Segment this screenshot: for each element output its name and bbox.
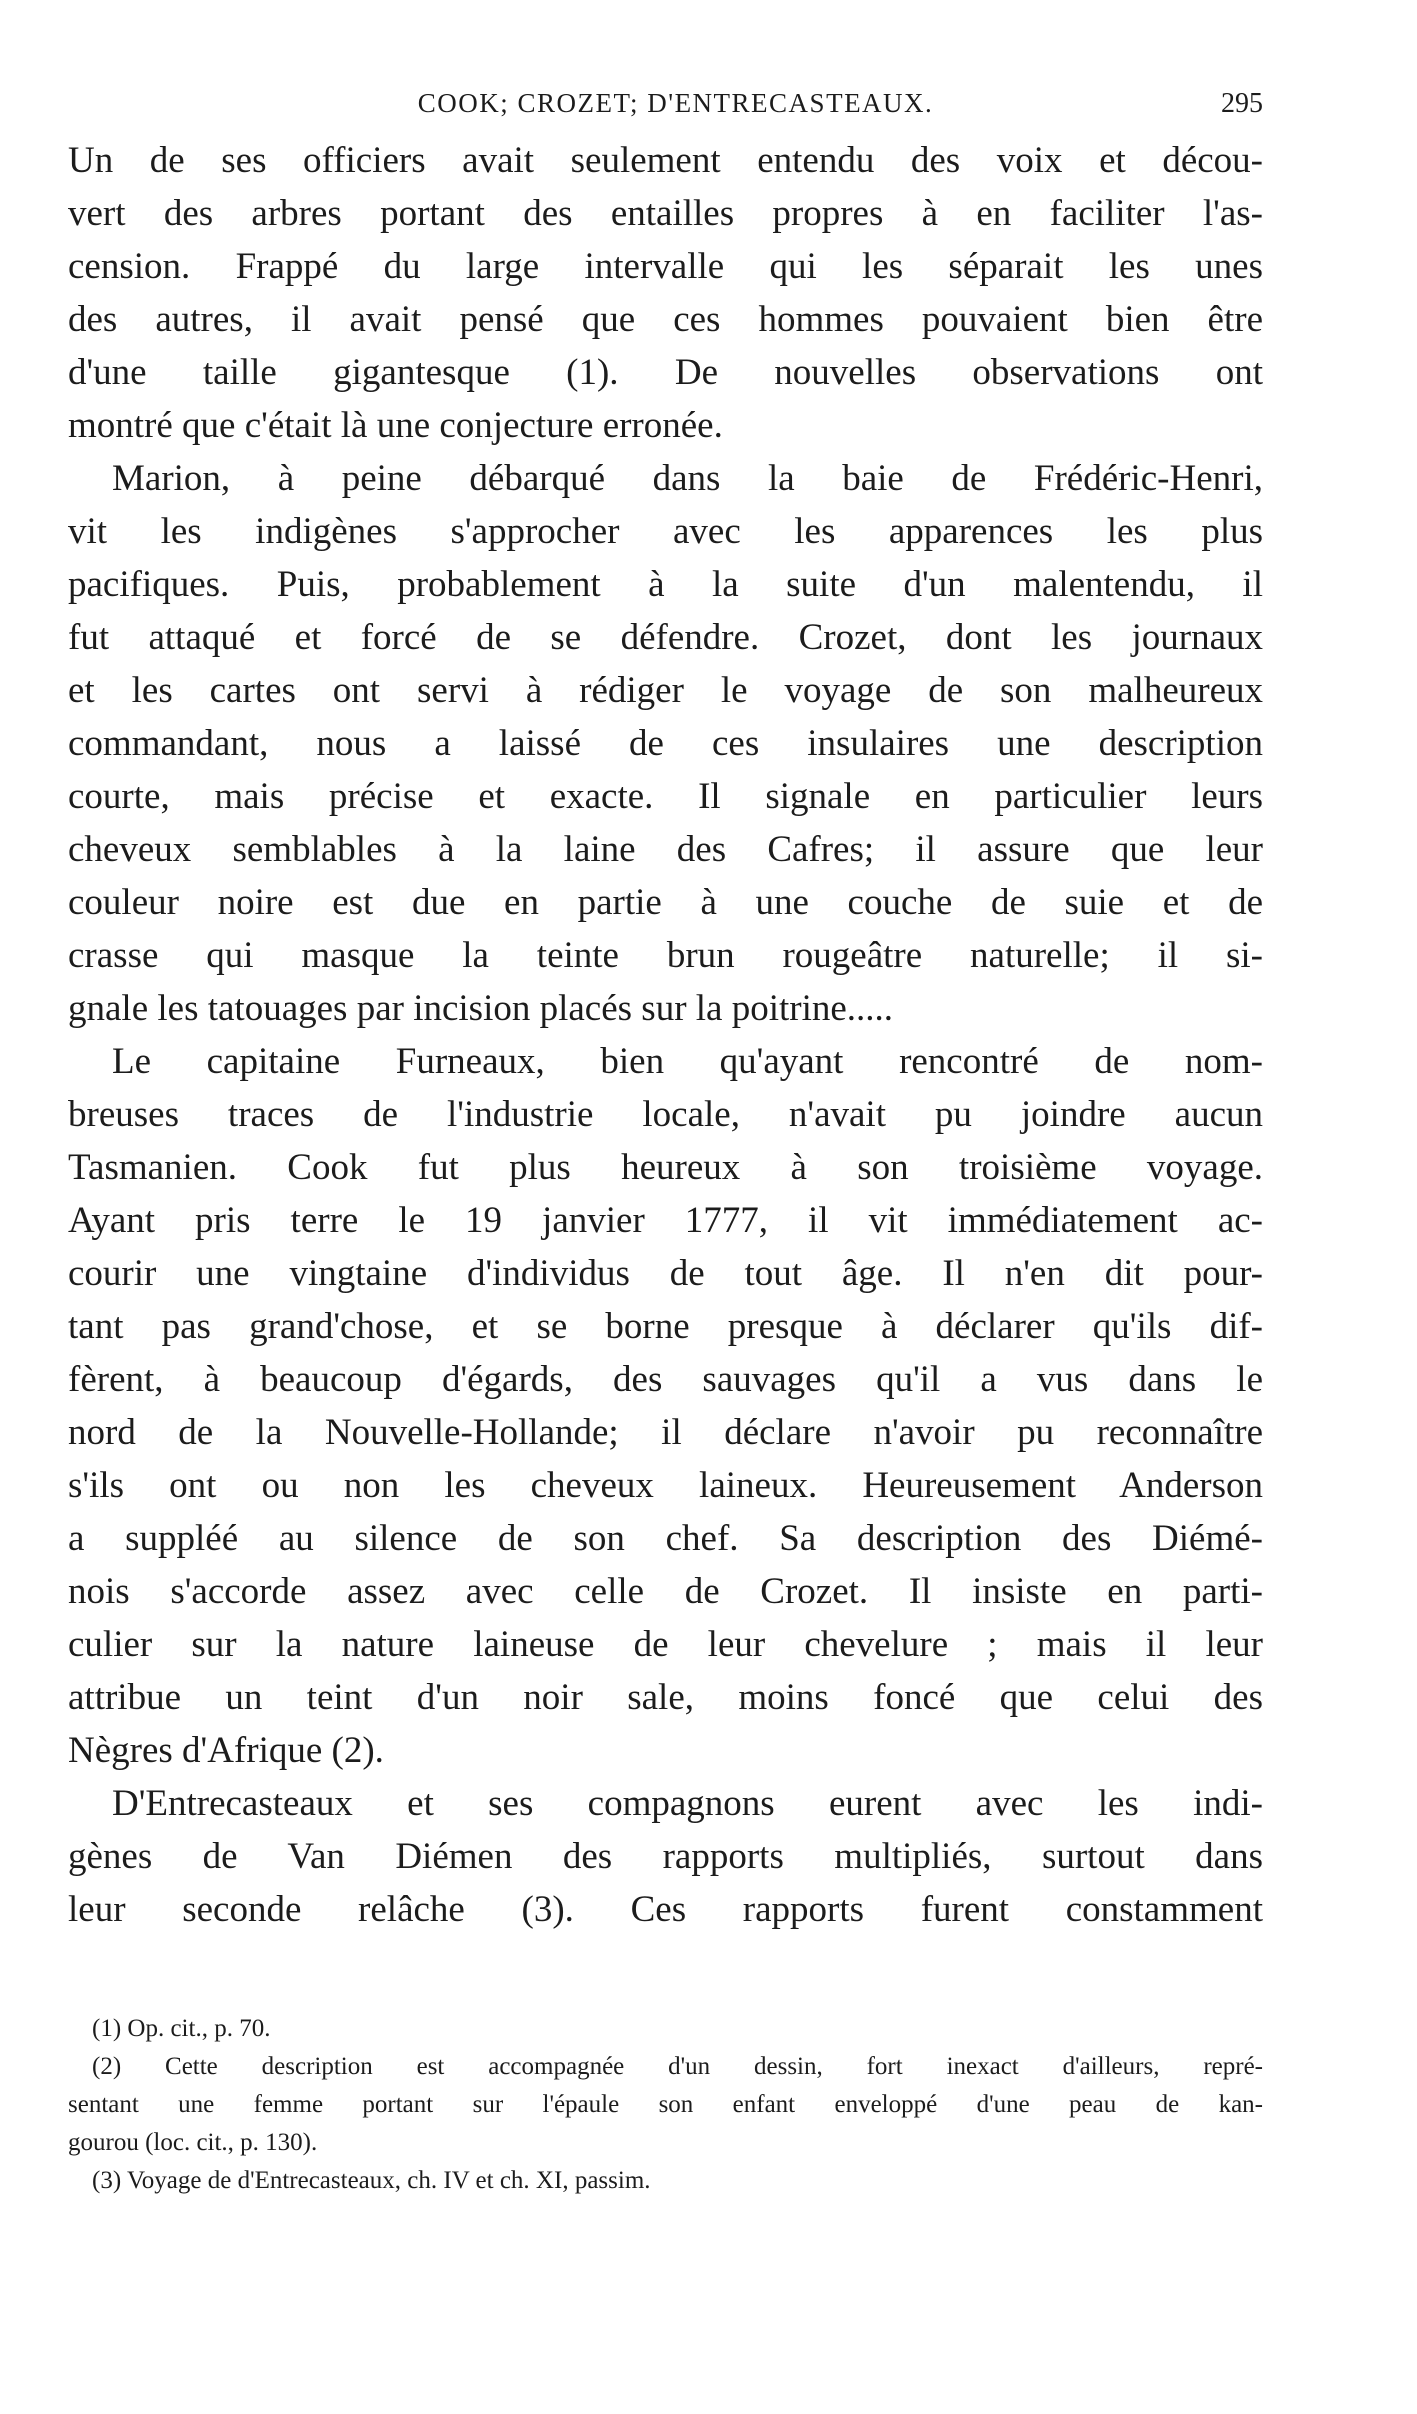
body-line: culier sur la nature laineuse de leur chevelure ; mais il leur xyxy=(68,1624,1263,1665)
body-line: Nègres d'Afrique (2). xyxy=(68,1730,384,1771)
body-line: pacifiques. Puis, probablement à la suite d'un malentendu, il xyxy=(68,564,1263,605)
body-line: et les cartes ont servi à rédiger le voyage de son malheureux xyxy=(68,670,1263,711)
footnote-line: (1) Op. cit., p. 70. xyxy=(92,2015,271,2042)
body-line: vert des arbres portant des entailles propres à en faciliter l'as- xyxy=(68,193,1263,234)
body-line: Le capitaine Furneaux, bien qu'ayant rencontré de nom- xyxy=(112,1041,1263,1082)
body-line: vit les indigènes s'approcher avec les apparences les plus xyxy=(68,511,1263,552)
footnotes xyxy=(68,2010,1263,2200)
body-line: cension. Frappé du large intervalle qui les séparait les unes xyxy=(68,246,1263,287)
body-line: breuses traces de l'industrie locale, n'avait pu joindre aucun xyxy=(68,1094,1263,1135)
body-line: Marion, à peine débarqué dans la baie de Frédéric-Henri, xyxy=(112,458,1263,499)
footnote-line: sentant une femme portant sur l'épaule son enfant enveloppé d'une peau de kan- xyxy=(68,2091,1263,2118)
body-line: Un de ses officiers avait seulement entendu des voix et décou- xyxy=(68,140,1263,181)
page-number: 295 xyxy=(1221,88,1263,119)
body-line: fut attaqué et forcé de se défendre. Crozet, dont les journaux xyxy=(68,617,1263,658)
body-line: gènes de Van Diémen des rapports multipliés, surtout dans xyxy=(68,1836,1263,1877)
body-line: Tasmanien. Cook fut plus heureux à son troisième voyage. xyxy=(68,1147,1263,1188)
body-line: des autres, il avait pensé que ces hommes pouvaient bien être xyxy=(68,299,1263,340)
body-line: couleur noire est due en partie à une couche de suie et de xyxy=(68,882,1263,923)
body-line: attribue un teint d'un noir sale, moins foncé que celui des xyxy=(68,1677,1263,1718)
running-head xyxy=(68,88,1263,128)
footnote-line: gourou (loc. cit., p. 130). xyxy=(68,2129,318,2156)
body-line: courte, mais précise et exacte. Il signale en particulier leurs xyxy=(68,776,1263,817)
body-line: nord de la Nouvelle-Hollande; il déclare n'avoir pu reconnaître xyxy=(68,1412,1263,1453)
body-line: tant pas grand'chose, et se borne presque à déclarer qu'ils dif- xyxy=(68,1306,1263,1347)
body-line: Ayant pris terre le 19 janvier 1777, il vit immédiatement ac- xyxy=(68,1200,1263,1241)
body-line: nois s'accorde assez avec celle de Crozet. Il insiste en parti- xyxy=(68,1571,1263,1612)
body-line: courir une vingtaine d'individus de tout âge. Il n'en dit pour- xyxy=(68,1253,1263,1294)
body-line: fèrent, à beaucoup d'égards, des sauvages qu'il a vus dans le xyxy=(68,1359,1263,1400)
body-line: s'ils ont ou non les cheveux laineux. Heureusement Anderson xyxy=(68,1465,1263,1506)
footnote-line: (2) Cette description est accompagnée d'un dessin, fort inexact d'ailleurs, repré- xyxy=(92,2053,1263,2080)
body-line: montré que c'était là une conjecture erronée. xyxy=(68,405,723,446)
body-line: a suppléé au silence de son chef. Sa description des Diémé- xyxy=(68,1518,1263,1559)
body-line: leur seconde relâche (3). Ces rapports furent constamment xyxy=(68,1889,1263,1930)
body-text xyxy=(68,134,1263,1936)
body-line: D'Entrecasteaux et ses compagnons eurent avec les indi- xyxy=(112,1783,1263,1824)
body-line: crasse qui masque la teinte brun rougeâtre naturelle; il si- xyxy=(68,935,1263,976)
body-line: cheveux semblables à la laine des Cafres; il assure que leur xyxy=(68,829,1263,870)
body-line: gnale les tatouages par incision placés sur la poitrine..... xyxy=(68,988,894,1029)
body-line: commandant, nous a laissé de ces insulaires une description xyxy=(68,723,1263,764)
footnote-line: (3) Voyage de d'Entrecasteaux, ch. IV et ch. XI, passim. xyxy=(92,2167,651,2194)
running-title: COOK; CROZET; D'ENTRECASTEAUX. xyxy=(417,88,934,118)
body-line: d'une taille gigantesque (1). De nouvelles observations ont xyxy=(68,352,1263,393)
